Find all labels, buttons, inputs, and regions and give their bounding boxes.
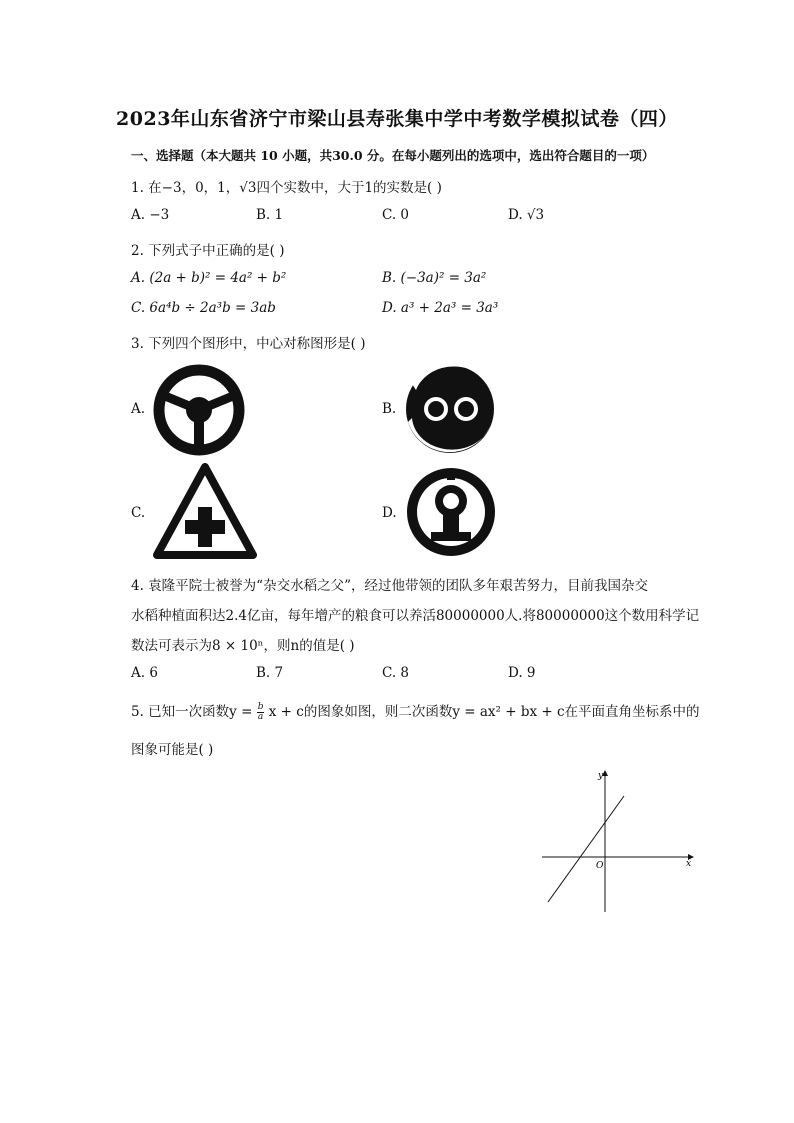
section-heading: 一、选择题（本大题共 10 小题，共30.0 分。在每小题列出的选项中，选出符合题目的一项） xyxy=(131,148,655,163)
q3-label-a: A. xyxy=(131,401,146,417)
q5-fraction xyxy=(257,703,265,722)
railway-logo-figure xyxy=(403,464,499,560)
q5-prefix: 5. 已知一次函数y = xyxy=(131,704,253,720)
q1-option-d: D. √3 xyxy=(508,207,545,223)
q5-fraction-numerator: b xyxy=(257,702,264,712)
question-2-stem: 2. 下列式子中正确的是( ) xyxy=(131,243,285,259)
q2-option-a: A. (2a + b)² = 4a² + b² xyxy=(131,270,287,286)
question-4-line-3: 数法可表示为8 × 10ⁿ，则n的值是( ) xyxy=(131,638,355,654)
q1-option-c: C. 0 xyxy=(382,207,410,223)
q3-label-c: C. xyxy=(131,505,146,521)
q3-label-b: B. xyxy=(382,401,397,417)
question-4-line-1: 4. 袁隆平院士被誉为“杂交水稻之父”，经过他带领的团队多年艰苦努力，目前我国杂交 xyxy=(131,578,648,594)
q1-option-a: A. −3 xyxy=(131,207,170,223)
question-5-line-1 xyxy=(131,700,700,722)
q1-option-b: B. 1 xyxy=(256,207,284,223)
origin-label: O xyxy=(596,861,604,871)
linear-function-graph xyxy=(538,768,698,918)
page-title: 2023年山东省济宁市梁山县寿张集中学中考数学模拟试卷（四） xyxy=(116,108,678,130)
y-axis-label: y xyxy=(598,771,604,781)
q4-option-c: C. 8 xyxy=(382,665,410,681)
q3-label-d: D. xyxy=(382,505,397,521)
q2-option-b: B. (−3a)² = 3a² xyxy=(382,270,487,286)
triangle-plus-figure xyxy=(151,461,259,561)
question-1-stem: 1. 在−3，0，1，√3四个实数中，大于1的实数是( ) xyxy=(131,180,442,196)
steering-wheel-figure xyxy=(151,362,247,458)
q5-suffix: x + c的图象如图，则二次函数y = ax² + bx + c在平面直角坐标系中的 xyxy=(268,704,700,720)
q2-option-d: D. a³ + 2a³ = 3a³ xyxy=(382,300,499,316)
q4-option-a: A. 6 xyxy=(131,665,158,681)
x-axis-label: x xyxy=(686,859,692,869)
question-4-line-2: 水稻种植面积达2.4亿亩，每年增产的粮食可以养活80000000人.将80000000这个数用科学记 xyxy=(131,608,700,624)
function-line xyxy=(548,796,624,902)
q4-option-d: D. 9 xyxy=(508,665,536,681)
question-3-stem: 3. 下列四个图形中，中心对称图形是( ) xyxy=(131,336,366,352)
question-5-line-2: 图象可能是( ) xyxy=(131,742,214,758)
q5-fraction-denominator: a xyxy=(257,712,264,722)
swirl-emblem-figure xyxy=(402,362,498,456)
q2-option-c: C. 6a⁴b ÷ 2a³b = 3ab xyxy=(131,300,276,316)
q4-option-b: B. 7 xyxy=(256,665,284,681)
